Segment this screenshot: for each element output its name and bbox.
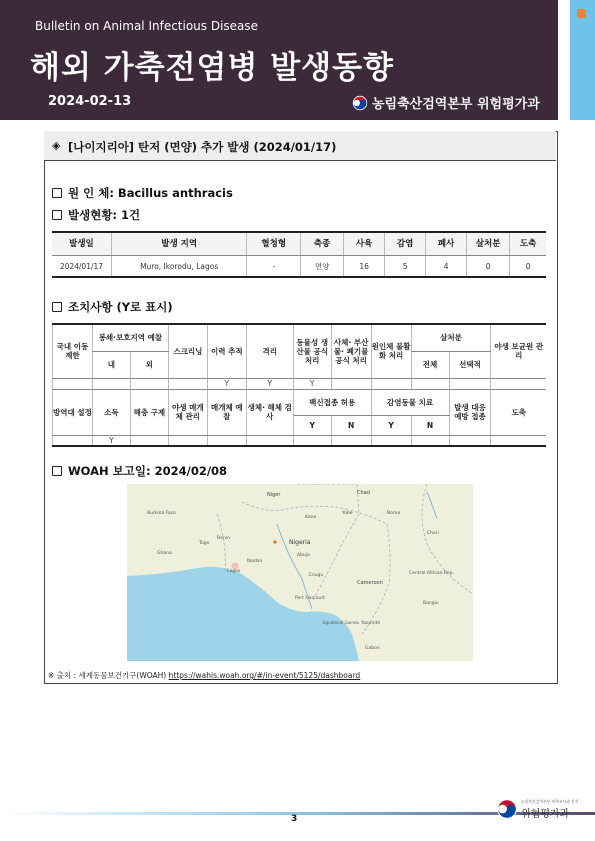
map-label: Kano xyxy=(305,515,317,520)
measure-header: 국내 이동 제한 xyxy=(53,324,93,378)
map-label: Borno xyxy=(387,511,401,516)
measure-subheader: N xyxy=(411,415,449,435)
col-header: 발생 지역 xyxy=(111,232,247,256)
measure-subheader: Y xyxy=(371,415,411,435)
col-header: 도축 xyxy=(510,232,546,256)
map-graphic xyxy=(127,484,473,661)
map-label: Yaoundé xyxy=(361,621,380,626)
col-header: 축종 xyxy=(301,232,344,256)
col-header: 사육 xyxy=(344,232,385,256)
measure-header: 스크리닝 xyxy=(168,324,207,378)
measure-value: Y xyxy=(92,435,130,446)
map-label: Chari xyxy=(427,531,439,536)
measure-value xyxy=(168,378,207,389)
map-label: Equatorial Guinea xyxy=(323,620,359,625)
measure-header: 발생 대응 예방 접종 xyxy=(449,389,491,435)
map-label: Ghana xyxy=(157,551,172,556)
measure-value xyxy=(449,378,491,389)
measure-header: 생체· 해체 검사 xyxy=(246,389,293,435)
measure-header: 살처분 xyxy=(411,324,491,351)
map-label: Bangui xyxy=(423,601,439,606)
measure-value xyxy=(331,378,371,389)
agent-line xyxy=(52,185,233,201)
col-header: 감염 xyxy=(385,232,426,256)
outbreak-map xyxy=(127,484,473,661)
measure-value: Y xyxy=(293,378,331,389)
table-cell: Muro, Ikorodu, Lagos xyxy=(111,256,247,278)
measure-value xyxy=(411,378,449,389)
source-footnote xyxy=(48,670,360,681)
map-label: Ibadan xyxy=(247,559,263,564)
outbreak-marker xyxy=(273,540,276,543)
measure-value: Y xyxy=(207,378,246,389)
map-label: Benin xyxy=(217,536,230,541)
government-logo-icon xyxy=(352,95,368,111)
measure-subheader: 내 xyxy=(92,351,130,378)
checkbox-icon xyxy=(52,188,62,198)
map-label: Nigeria xyxy=(289,539,311,546)
status-text: 발생현황: 1건 xyxy=(68,208,141,222)
measure-header: 백신접종 허용 xyxy=(293,389,371,415)
map-label: Enugu xyxy=(309,573,324,578)
footer-org-small: 농림축산검역본부 역학조사과 분석 xyxy=(521,798,579,804)
map-label: Niger xyxy=(267,492,281,498)
table-cell: 5 xyxy=(385,256,426,278)
measure-header: 감염동물 치료 xyxy=(371,389,449,415)
item-title-bar xyxy=(44,131,556,161)
table-cell: - xyxy=(247,256,301,278)
measure-value xyxy=(491,435,546,446)
woah-line xyxy=(52,463,227,479)
measure-value xyxy=(293,435,331,446)
measure-value xyxy=(491,378,546,389)
col-header: 폐사 xyxy=(426,232,467,256)
map-label: Gabon xyxy=(365,646,380,651)
measure-subheader: N xyxy=(331,415,371,435)
measure-header: 해충 구제 xyxy=(130,389,168,435)
header-subtitle: Bulletin on Animal Infectious Disease xyxy=(35,19,259,33)
measure-value xyxy=(331,435,371,446)
checkbox-icon xyxy=(52,210,62,220)
orange-square xyxy=(577,9,586,18)
measure-value xyxy=(371,435,411,446)
source-link[interactable]: https://wahis.woah.org/#/in-event/5125/dashboard xyxy=(168,671,361,680)
page-number: 3 xyxy=(291,814,298,824)
table-cell: 2024/01/17 xyxy=(52,256,111,278)
measure-value: Y xyxy=(246,378,293,389)
measure-value xyxy=(449,435,491,446)
measure-value xyxy=(130,378,168,389)
measure-subheader: Y xyxy=(293,415,331,435)
measure-header: 야생 매개체 관리 xyxy=(168,389,207,435)
header-org-name: 농림축산검역본부 위험평가과 xyxy=(372,97,540,112)
col-header: 살처분 xyxy=(467,232,510,256)
measures-title: 조치사항 (Y로 표시) xyxy=(68,300,173,314)
measure-header: 야생 보균원 관리 xyxy=(491,324,546,378)
source-prefix: ※ 출처 : 세계동물보건기구(WOAH) xyxy=(48,671,167,680)
outbreak-table xyxy=(52,231,546,278)
measure-value xyxy=(207,435,246,446)
measure-subheader: 전체 xyxy=(411,351,449,378)
header-side-accent xyxy=(558,0,595,120)
measure-header: 봉쇄·보호지역 예찰 xyxy=(92,324,168,351)
table-cell: 4 xyxy=(426,256,467,278)
measure-header: 소독 xyxy=(92,389,130,435)
measure-header: 방역대 설정 xyxy=(53,389,93,435)
measure-header: 도축 xyxy=(491,389,546,435)
map-label: Central African Rep. xyxy=(409,571,454,576)
measure-value xyxy=(246,435,293,446)
measure-value xyxy=(371,378,411,389)
blue-stripe xyxy=(570,0,595,120)
table-cell: 16 xyxy=(344,256,385,278)
measures-table xyxy=(52,323,546,447)
map-label: Port Harcourt xyxy=(295,596,325,601)
measure-value xyxy=(53,435,93,446)
map-label: Togo xyxy=(199,541,210,546)
map-label: Lagos xyxy=(227,569,241,574)
header-org xyxy=(352,93,540,112)
table-cell: 면양 xyxy=(301,256,344,278)
col-header: 발생일 xyxy=(52,232,111,256)
measure-header: 이력 추적 xyxy=(207,324,246,378)
checkbox-icon xyxy=(52,302,62,312)
measure-header: 동물성 생산물 공식 처리 xyxy=(293,324,331,378)
government-logo-icon xyxy=(496,798,518,820)
agent-text: 원 인 체: Bacillus anthracis xyxy=(68,186,233,200)
measure-subheader: 선택적 xyxy=(449,351,491,378)
measure-header: 사체· 부산물· 폐기물 공식 처리 xyxy=(331,324,371,378)
measure-value xyxy=(53,378,93,389)
diamond-icon: ◈ xyxy=(52,139,61,152)
measure-subheader: 외 xyxy=(130,351,168,378)
header-banner xyxy=(0,0,558,120)
measures-line xyxy=(52,299,173,315)
measure-header: 원인체 불활화 처리 xyxy=(371,324,411,378)
footer-org xyxy=(496,798,578,820)
page-title: 해외 가축전염병 발생동향 xyxy=(30,50,394,86)
table-cell: 0 xyxy=(467,256,510,278)
measure-value xyxy=(130,435,168,446)
map-label: Yobe xyxy=(342,511,353,516)
map-label: Burkina Faso xyxy=(147,511,176,516)
col-header: 혈청형 xyxy=(247,232,301,256)
measure-value xyxy=(92,378,130,389)
item-title: [나이지리아] 탄저 (면양) 추가 발생 (2024/01/17) xyxy=(68,140,337,154)
measure-header: 매개체 예찰 xyxy=(207,389,246,435)
measure-value xyxy=(168,435,207,446)
publish-date: 2024-02-13 xyxy=(48,94,132,109)
measure-value xyxy=(411,435,449,446)
woah-report-date: WOAH 보고일: 2024/02/08 xyxy=(68,464,228,478)
footer-org-name: 위험평가과 xyxy=(521,808,570,820)
map-label: Chad xyxy=(357,490,370,496)
measure-header: 격리 xyxy=(246,324,293,378)
table-cell: 0 xyxy=(510,256,546,278)
status-line xyxy=(52,207,140,223)
checkbox-icon xyxy=(52,466,62,476)
map-label: Abuja xyxy=(297,553,310,558)
map-label: Cameroon xyxy=(357,580,383,586)
